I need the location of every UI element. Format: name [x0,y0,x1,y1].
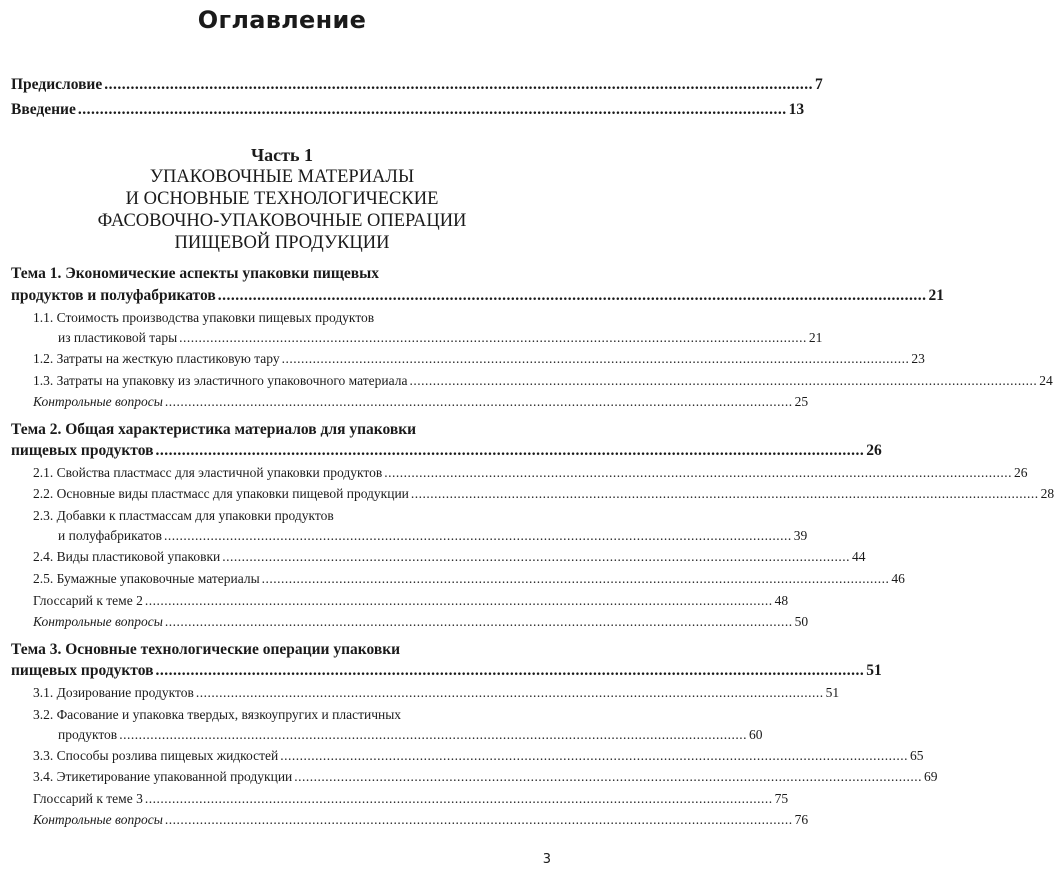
page-number: 3 [542,852,551,867]
toc-entry-label: 2.4. Виды пластиковой упаковки [33,549,221,564]
toc-entry-page: 69 [924,769,938,784]
toc-entry-2-3[interactable] [58,528,808,544]
toc-entry-page: 44 [852,549,866,564]
toc-entry-page: 28 [1040,486,1054,501]
toc-entry-label-line: 2.3. Добавки к пластмассам для упаковки продуктов [33,508,334,523]
topic-heading-line: Тема 2. Общая характеристика материалов для упаковки [11,421,417,438]
part-title-line: УПАКОВОЧНЫЕ МАТЕРИАЛЫ [149,167,415,187]
toc-entry-label: Контрольные вопросы [33,394,163,409]
toc-entry-page: 26 [1014,465,1028,480]
part-title-line: И ОСНОВНЫЕ ТЕХНОЛОГИЧЕСКИЕ [125,189,439,209]
toc-entry-questions-3[interactable] [33,812,809,828]
topic-heading-line: Тема 1. Экономические аспекты упаковки пищевых [11,265,380,282]
toc-entry-label: 3.4. Этикетирование упакованной продукции [33,769,293,784]
leader-dots: .................................................................................................................................................................. [164,614,793,629]
toc-entry-3-2[interactable] [58,727,763,743]
toc-entry-label: 2.2. Основные виды пластмасс для упаковки пищевой продукции [33,486,409,501]
leader-dots: .................................................................................................................................................................. [155,662,865,679]
toc-entry-page: 50 [794,614,809,629]
toc-entry-topic-2[interactable] [11,442,882,460]
toc-entry-page: 51 [866,662,882,679]
toc-entry-label: продуктов [58,727,118,742]
toc-entry-label: продуктов и полуфабрикатов [11,287,216,304]
part-title-line: ФАСОВОЧНО-УПАКОВОЧНЫЕ ОПЕРАЦИИ [97,211,467,231]
part-title-line: ПИЩЕВОЙ ПРОДУКЦИИ [174,233,390,253]
toc-entry-1-1[interactable] [58,330,823,346]
toc-entry-1-3[interactable] [33,373,1053,389]
toc-entry-2-1[interactable] [33,465,1028,481]
toc-entry-label: Контрольные вопросы [33,812,163,827]
page-title: Оглавление [197,6,367,34]
toc-entry-2-4[interactable] [33,549,866,565]
toc-entry-questions-1[interactable] [33,394,809,410]
leader-dots: .................................................................................................................................................................. [144,791,773,806]
toc-entry-3-4[interactable] [33,769,938,785]
part-heading [0,144,564,254]
leader-dots: .................................................................................................................................................................. [104,76,813,93]
leader-dots: .................................................................................................................................................................. [409,373,1038,388]
toc-entry-topic-1[interactable] [11,287,944,305]
toc-entry-label: 1.2. Затраты на жесткую пластиковую тару [33,351,280,366]
topic-heading-line: Тема 3. Основные технологические операции упаковки [11,641,401,658]
leader-dots: .................................................................................................................................................................. [280,748,908,763]
leader-dots: .................................................................................................................................................................. [163,528,792,543]
leader-dots: .................................................................................................................................................................. [294,769,923,784]
leader-dots: .................................................................................................................................................................. [410,486,1039,501]
toc-entry-introduction[interactable] [11,101,805,119]
toc-entry-questions-2[interactable] [33,614,809,630]
toc-entry-label: пищевых продуктов [11,442,154,459]
toc-entry-label: 1.3. Затраты на упаковку из эластичного упаковочного материала [33,373,408,388]
toc-entry-topic-3[interactable] [11,662,882,680]
toc-entry-label: Предисловие [11,76,103,93]
toc-entry-label: 3.3. Способы розлива пищевых жидкостей [33,748,279,763]
toc-entry-page: 48 [774,593,789,608]
toc-entry-label: 3.1. Дозирование продуктов [33,685,194,700]
toc-entry-label: Введение [11,101,76,118]
leader-dots: .................................................................................................................................................................. [222,549,850,564]
toc-entry-glossary-2[interactable] [33,593,789,609]
leader-dots: .................................................................................................................................................................. [195,685,824,700]
toc-entry-page: 23 [911,351,925,366]
toc-entry-label: Глоссарий к теме 3 [33,791,143,806]
toc-entry-2-2[interactable] [33,486,1054,502]
toc-entry-page: 21 [808,330,823,345]
toc-entry-page: 76 [794,812,809,827]
leader-dots: .................................................................................................................................................................. [155,442,865,459]
leader-dots: .................................................................................................................................................................. [179,330,807,345]
toc-entry-page: 51 [825,685,840,700]
toc-entry-3-3[interactable] [33,748,924,764]
leader-dots: .................................................................................................................................................................. [119,727,747,742]
leader-dots: .................................................................................................................................................................. [77,101,787,118]
toc-entry-page: 26 [866,442,882,459]
toc-entry-label: 2.5. Бумажные упаковочные материалы [33,571,260,586]
toc-entry-page: 24 [1039,373,1053,388]
toc-entry-label: 2.1. Свойства пластмасс для эластичной упаковки продуктов [33,465,383,480]
leader-dots: .................................................................................................................................................................. [217,287,927,304]
part-number: Часть 1 [250,145,314,165]
toc-entry-label: из пластиковой тары [58,330,178,345]
toc-entry-label: пищевых продуктов [11,662,154,679]
toc-entry-page: 39 [793,528,808,543]
toc-entry-page: 46 [891,571,905,586]
toc-entry-label: Глоссарий к теме 2 [33,593,143,608]
toc-entry-page: 13 [788,101,805,118]
toc-entry-page: 21 [928,287,944,304]
toc-entry-3-1[interactable] [33,685,840,701]
toc-entry-page: 7 [815,76,823,93]
toc-entry-label: и полуфабрикатов [58,528,162,543]
leader-dots: .................................................................................................................................................................. [281,351,910,366]
leader-dots: .................................................................................................................................................................. [261,571,890,586]
toc-entry-preface[interactable] [11,76,823,94]
toc-entry-label-line: 3.2. Фасование и упаковка твердых, вязкоупругих и пластичных [33,707,402,722]
toc-entry-glossary-3[interactable] [33,791,789,807]
toc-entry-page: 75 [774,791,789,806]
toc-entry-2-5[interactable] [33,571,905,587]
toc-entry-1-2[interactable] [33,351,925,367]
toc-entry-label-line: 1.1. Стоимость производства упаковки пищевых продуктов [33,310,375,325]
toc-entry-page: 25 [794,394,809,409]
toc-entry-page: 65 [910,748,924,763]
toc-entry-label: Контрольные вопросы [33,614,163,629]
leader-dots: .................................................................................................................................................................. [144,593,773,608]
leader-dots: .................................................................................................................................................................. [384,465,1012,480]
toc-entry-page: 60 [748,727,763,742]
leader-dots: .................................................................................................................................................................. [164,812,793,827]
leader-dots: .................................................................................................................................................................. [164,394,793,409]
